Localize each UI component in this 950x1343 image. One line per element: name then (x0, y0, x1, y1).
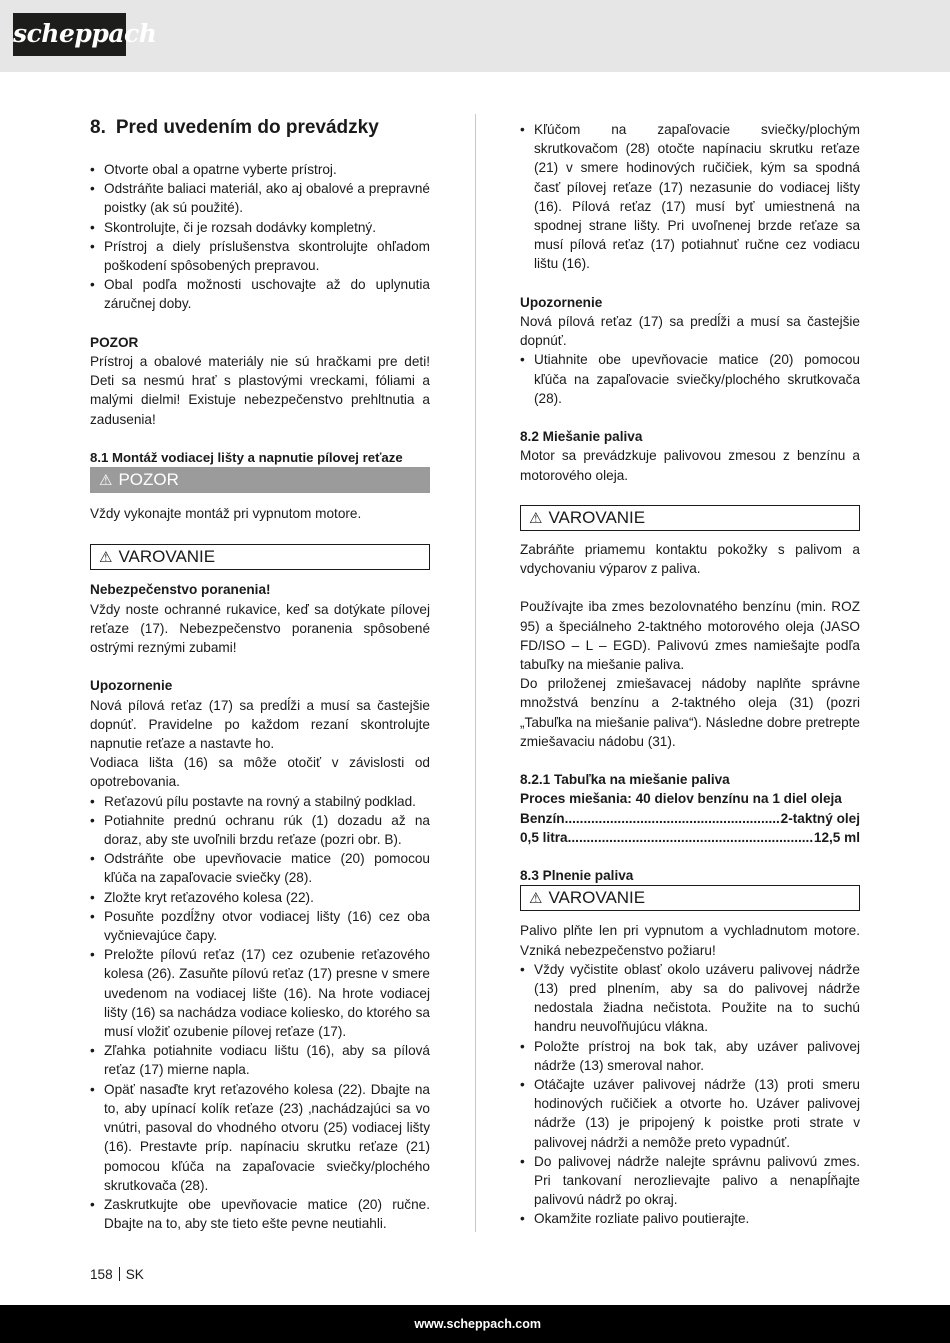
note-text: Nová pílová reťaz (17) sa predĺži a musí sa častejšie dopnúť. Pravidelne po každom rezaní skontrolujte napnutie reťaze a nastavte ho. (90, 697, 430, 752)
note-text: Nová pílová reťaz (17) sa predĺži a musí sa častejšie dopnúť. (520, 314, 860, 349)
column-divider (475, 114, 476, 1232)
note-text: Vodiaca lišta (16) sa môže otočiť v závislosti od opotrebovania. (90, 755, 430, 790)
language-code: SK (125, 1267, 144, 1282)
list-item: • Obal podľa možnosti uschovajte až do uplynutia záručnej doby. (90, 275, 430, 313)
list-item: • Otvorte obal a opatrne vyberte prístroj. (90, 160, 430, 179)
table-title: 8.2.1 Tabuľka na miešanie paliva (520, 772, 730, 788)
page-footer (90, 1265, 144, 1284)
intro-bullet-list (90, 160, 430, 314)
list-item: • Vždy vyčistite oblasť okolo uzáveru palivovej nádrže (13) pred plnením, aby sa do palivovej nádrže nedostala žiadna nečistota. Použite na to suchú handru neuvoľňujúcu vlákna. (520, 960, 860, 1037)
pozor-heading: POZOR (90, 334, 139, 350)
warning-icon: ⚠ (99, 472, 113, 490)
fill-text: Palivo plňte len pri vypnutom a vychladnutom motore. Vzniká nebezpečenstvo požiaru! (520, 923, 860, 958)
list-item: • Zaskrutkujte obe upevňovacie matice (20) ručne. Dbajte na to, aby ste tieto ešte pevne neutiahli. (90, 1195, 430, 1233)
list-item: • Potiahnite prednú ochranu rúk (1) dozadu až na doraz, aby ste uvoľnili brzdu reťaze (pozri obr. B). (90, 811, 430, 849)
table-process: Proces miešania: 40 dielov benzínu na 1 diel oleja (520, 791, 842, 807)
table-row: 0,5 litra ..... 12,5 ml (520, 828, 860, 847)
fill-title: 8.3 Plnenie paliva (520, 868, 634, 884)
list-item: • Opäť nasaďte kryt reťazového kolesa (22). Dbajte na to, aby upínací kolík reťaze (23) ‚nachádzajúci sa vo vnútri, pasoval do vhodného otvoru (25) vodiacej lišty (16). Prestavte príp. napínaciu skrutku reťaze (21) pomocou kľúča na zapaľovacie sviečky/plochého skrutkovača (28). (90, 1080, 430, 1195)
tighten-bullet-list (520, 350, 860, 408)
list-item: • Položte prístroj na bok tak, aby uzáver palivovej nádrže (13) smeroval nahor. (520, 1037, 860, 1075)
table-row: Benzín ..... 2-taktný olej (520, 809, 860, 828)
list-item: • Okamžite rozliate palivo poutierajte. (520, 1209, 860, 1228)
list-item: • Utiahnite obe upevňovacie matice (20) pomocou kľúča na zapaľovacie sviečky/plochého skrutkovača (28). (520, 350, 860, 408)
list-item: • Otáčajte uzáver palivovej nádrže (13) proti smeru hodinových ručičiek a otvorte ho. Uzáver palivovej nádrže (13) je pripojený k poistke proti strate v palivovej nádrži a nemôže preto vypadnúť. (520, 1075, 860, 1152)
list-item: • Preložte pílovú reťaz (17) cez ozubenie reťazového kolesa (26). Zasuňte pílovú reťaz (17) presne v smere uvedenom na vodiacej lište (16). Na hrote vodiacej lišty (16) sa nachádza vodiace koliesko, do ktorého sa musí vložiť ozubenie pílovej reťaze (17). (90, 945, 430, 1041)
list-item: • Odstráňte obe upevňovacie matice (20) pomocou kľúča na zapaľovacie sviečky (28). (90, 849, 430, 887)
fill-bullet-list (520, 960, 860, 1229)
note-heading: Upozornenie (90, 678, 173, 694)
website-url: www.scheppach.com (414, 1317, 541, 1331)
list-item: • Posuňte pozdĺžny otvor vodiacej lišty (16) cez oba vyčnievajúce čapy. (90, 907, 430, 945)
note-heading: Upozornenie (520, 294, 603, 310)
mix-warning-text: Zabráňte priamemu kontaktu pokožky s palivom a vdychovaniu výparov z paliva. (520, 541, 860, 577)
left-column (90, 116, 430, 1233)
subsection-title: 8.1 Montáž vodiacej lišty a napnutie pílovej reťaze (90, 450, 403, 466)
section-title: 8. Pred uvedením do prevádzky (90, 117, 379, 138)
pozor-box: ⚠ POZOR (90, 467, 430, 493)
list-item: • Reťazovú pílu postavte na rovný a stabilný podklad. (90, 792, 430, 811)
varovanie-box: ⚠ VAROVANIE (520, 885, 860, 911)
mix-title: 8.2 Miešanie paliva (520, 429, 643, 445)
list-item: • Zľahka potiahnite vodiacu lištu (16), aby sa pílová reťaz (17) mierne napla. (90, 1041, 430, 1079)
pozor-text: Prístroj a obalové materiály nie sú hračkami pre deti! Deti sa nesmú hrať s plastovými vreckami, fóliami a malými dielmi! Existuje nebezpečenstvo prehltnutia a zadusenia! (90, 354, 430, 427)
list-item: • Odstráňte baliaci materiál, ako aj obalové a prepravné poistky (ak sú použité). (90, 179, 430, 217)
assembly-steps-list (90, 792, 430, 1234)
mix-text: Motor sa prevádzkuje palivovou zmesou z benzínu a motorového oleja. (520, 448, 860, 483)
list-item: • Prístroj a diely príslušenstva skontrolujte ohľadom poškodení spôsobených prepravou. (90, 237, 430, 275)
scheppach-logo: scheppach (13, 13, 126, 56)
danger-heading: Nebezpečenstvo poranenia! (90, 582, 271, 598)
list-item: • Kľúčom na zapaľovacie sviečky/plochým skrutkovačom (28) otočte napínaciu skrutku reťaze (21) v smere hodinových ručičiek, kým sa spodná časť pílovej reťaze (17) nezasunie do vodiacej lišty (16). Pílová reťaz (17) musí byť umiestnená na spodnej strane lišty. Pri uvoľnenej brzde reťaze sa musí pílová reťaz (17) potiahnuť ručne cez vodiacu lištu (16). (520, 120, 860, 274)
list-item: • Zložte kryt reťazového kolesa (22). (90, 888, 430, 907)
warning-icon: ⚠ (99, 549, 113, 567)
danger-text: Vždy noste ochranné rukavice, keď sa dotýkate pílovej reťaze (17). Nebezpečenstvo poranenia spôsobené ostrými reznými zubami! (90, 601, 430, 656)
list-item: • Do palivovej nádrže nalejte správnu palivovú zmes. Pri tankovaní nerozlievajte palivo a nenapĺňajte palivovú nádrž po okraj. (520, 1152, 860, 1210)
warning-icon: ⚠ (529, 509, 543, 527)
varovanie-box: ⚠ VAROVANIE (520, 505, 860, 531)
page-number: 158 (90, 1267, 113, 1282)
right-column (520, 120, 860, 1229)
tension-bullet-list (520, 120, 860, 274)
footer-bar (0, 1305, 950, 1343)
varovanie-box: ⚠ VAROVANIE (90, 544, 430, 570)
list-item: • Skontrolujte, či je rozsah dodávky kompletný. (90, 218, 430, 237)
mix-text: Do priloženej zmiešavacej nádoby naplňte správne množstvá benzínu a 2-taktného oleja (31) (pozri „Tabuľka na miešanie paliva“). Následne dobre pretrepte zmiešavaciu nádobu (31). (520, 676, 860, 749)
header-bar (0, 0, 950, 72)
warning-icon: ⚠ (529, 890, 543, 908)
pozor-box-text: Vždy vykonajte montáž pri vypnutom motore. (90, 506, 362, 522)
mix-text: Používajte iba zmes bezolovnatého benzínu (min. ROZ 95) a špeciálneho 2-taktného motorového oleja (JASO FD/ISO – L – EGD). Palivovú zmes namiešajte podľa tabuľky na miešanie paliva. (520, 599, 860, 673)
